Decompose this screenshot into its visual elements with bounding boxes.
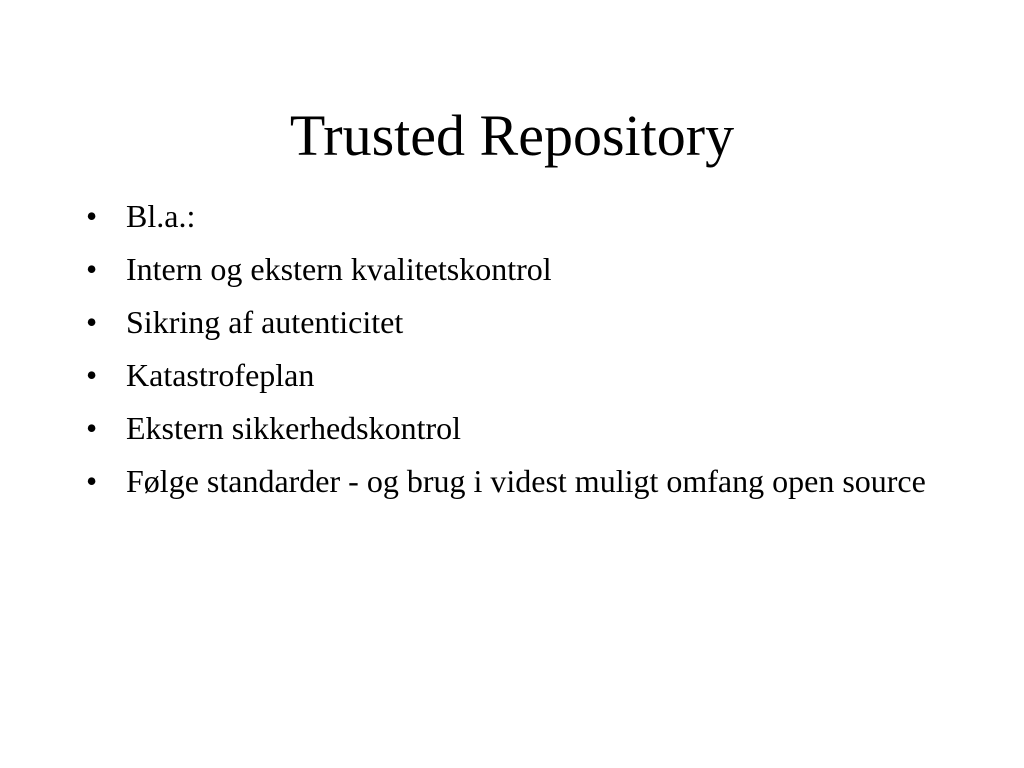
bullet-text: Katastrofeplan <box>126 357 315 393</box>
bullet-text: Følge standarder - og brug i videst muligt omfang open source <box>126 463 926 499</box>
bullet-item <box>86 198 946 235</box>
bullet-item <box>86 304 946 341</box>
bullet-text: Sikring af autenticitet <box>126 304 404 340</box>
bullet-marker: • <box>86 410 98 446</box>
bullet-list <box>86 198 946 516</box>
bullet-item <box>86 463 946 500</box>
bullet-marker: • <box>86 198 98 234</box>
bullet-item <box>86 251 946 288</box>
slide-title: Trusted Repository <box>289 103 735 168</box>
bullet-marker: • <box>86 357 98 393</box>
bullet-text: Ekstern sikkerhedskontrol <box>126 410 462 446</box>
bullet-item <box>86 357 946 394</box>
bullet-marker: • <box>86 251 98 287</box>
bullet-item <box>86 410 946 447</box>
bullet-marker: • <box>86 304 98 340</box>
bullet-text: Intern og ekstern kvalitetskontrol <box>126 251 552 287</box>
bullet-text: Bl.a.: <box>126 198 196 234</box>
bullet-marker: • <box>86 463 98 499</box>
